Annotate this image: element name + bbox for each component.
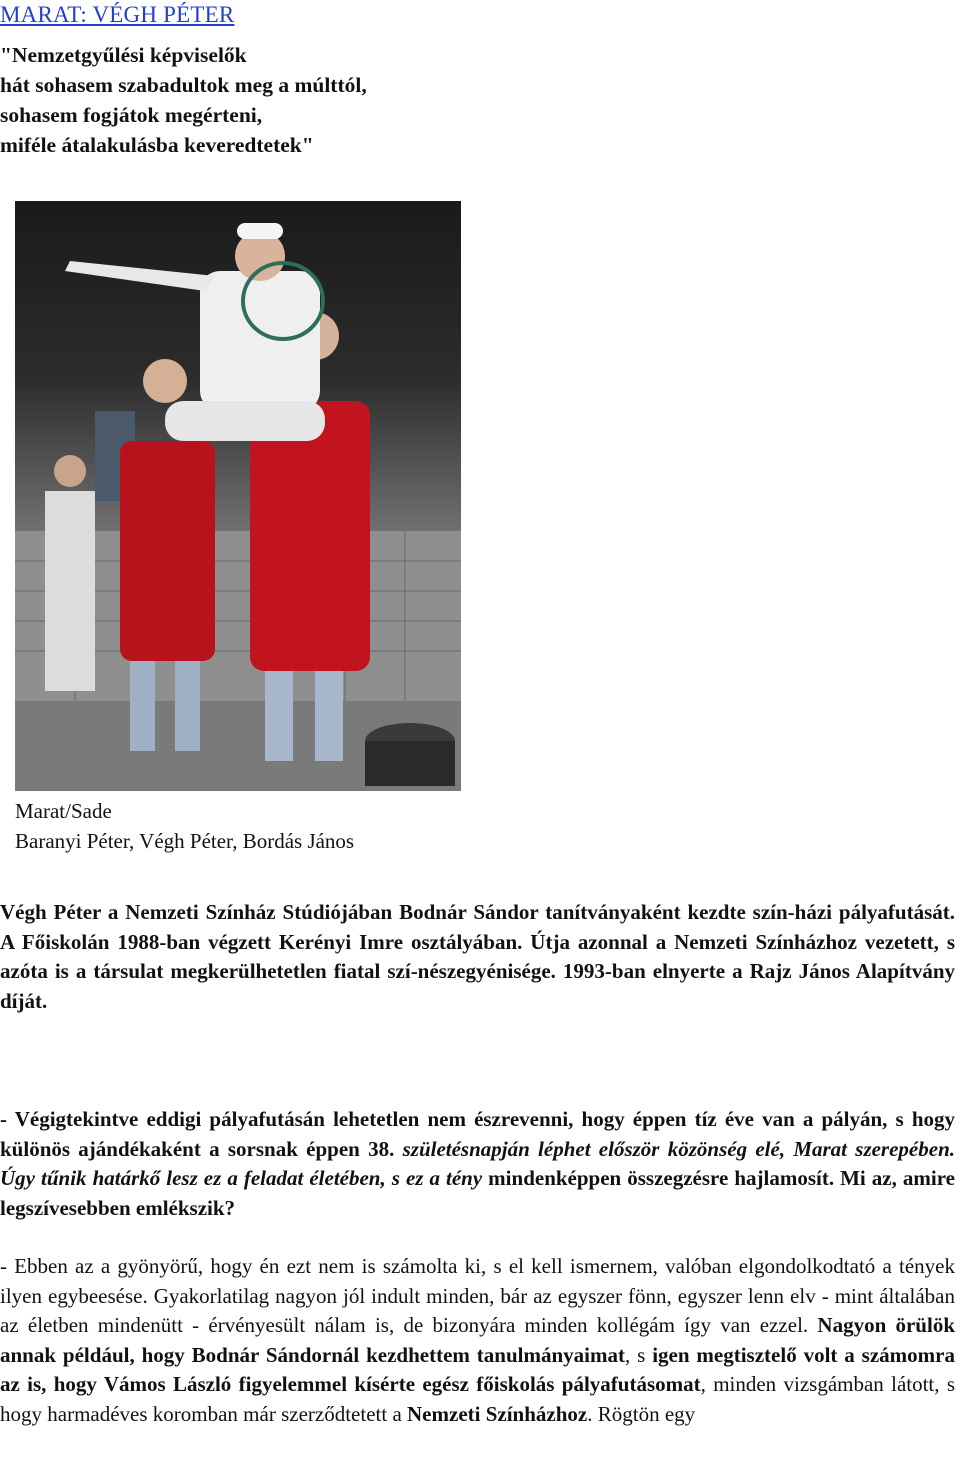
question-text: mindenképpen összegzésre hajlamosít. Mi az, amire legszívesebben emlékszik?: [0, 1166, 955, 1220]
quote-line: sohasem fogjátok megérteni,: [0, 103, 263, 127]
answer-text: . Rögtön egy: [587, 1401, 696, 1426]
caption-cast: Baranyi Péter, Végh Péter, Bordás János: [15, 829, 355, 853]
question-italic-text: születésnapján léphet először közönség elé, Marat szerepében. Úgy tűnik határkő lesz ez a feladat életében, s ez a tény: [0, 1136, 955, 1190]
stage-photo-illustration: [15, 201, 461, 791]
stage-photo: [15, 201, 461, 791]
question-text: - Végigtekintve eddigi pályafutásán lehetetlen nem észrevenni, hogy éppen tíz éve van a pályán, s hogy különös ajándékaként a sorsnak éppen 38.: [0, 1107, 955, 1161]
answer-text: , s: [624, 1342, 653, 1367]
answer-bold-text: Nagyon örülök annak például, hogy Bodnár Sándornál kezdhettem tanulmányaimat: [0, 1313, 956, 1367]
page-title-link[interactable]: MARAT: VÉGH PÉTER: [0, 2, 235, 27]
answer-bold-text: igen megtisztelő volt a számomra az is, hogy Vámos László figyelemmel kísérte egész főiskolás pályafutásomat: [0, 1342, 955, 1396]
epigraph-quote: [0, 40, 367, 160]
caption-title: Marat/Sade: [15, 799, 112, 823]
photo-caption: [15, 796, 354, 856]
question-paragraph: [0, 1105, 955, 1223]
answer-paragraph: [0, 1252, 955, 1429]
answer-bold-text: Nemzeti Színházhoz: [407, 1401, 588, 1426]
intro-paragraph: Végh Péter a Nemzeti Színház Stúdiójában Bodnár Sándor tanítványaként kezdte szín-házi pályafutását. A Főiskolán 1988-ban végzett Kerényi Imre osztályában. Útja azonnal a Nemzeti Színházhoz vezetett, s azóta is a társulat megkerülhetetlen fiatal szí-nészegyénisége. 1993-ban elnyerte a Rajz János Alapítvány díját.: [0, 900, 955, 1013]
answer-text: - Ebben az a gyönyörű, hogy én ezt nem is számolta ki, s el kell ismernem, valóban elgondolkodtató a tények ilyen egybeesése. Gyakorlatilag nagyon jól indult minden, bár az egyszer fönn, egyszer lenn elv - mint általában az életben mindenütt - érvényesült nálam is, de bizonyára minden kollégám így van ezzel.: [0, 1254, 955, 1337]
quote-line: hát sohasem szabadultok meg a múlttól,: [0, 73, 367, 97]
quote-line: "Nemzetgyűlési képviselők: [0, 43, 247, 67]
quote-line: miféle átalakulásba keveredtetek": [0, 133, 314, 157]
answer-text: , minden vizsgámban látott, s hogy harmadéves koromban már szerződtetett a: [0, 1372, 956, 1426]
